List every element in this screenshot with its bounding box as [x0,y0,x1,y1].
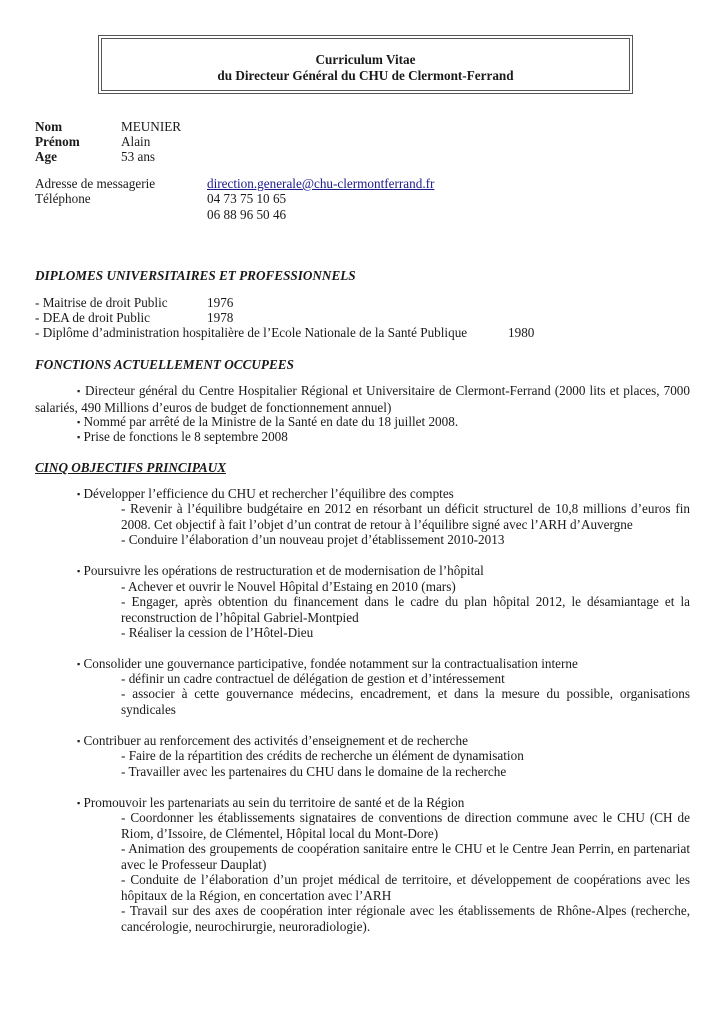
bullet-icon: ▪ [77,659,81,669]
objectif-1-sub-1: - Revenir à l’équilibre budgétaire en 2012 en résorbant un déficit structurel de 10,8 millions d’euros fin 2008. Cet objectif à fait l’objet d’un contrat de retour à l’équilibre signé avec l’ARH d’Auvergne [121,501,690,532]
document-subtitle: du Directeur Général du CHU de Clermont-Ferrand [217,68,514,83]
nom-value: MEUNIER [121,119,182,134]
diplome-label-3: - Diplôme d’administration hospitalière de l’Ecole Nationale de la Santé Publique [35,325,468,340]
objectif-5-sub-3: - Conduite de l’élaboration d’un projet médical de territoire, et développement de coopérations avec les hôpitaux de la Région, en concertation avec l’ARH [121,872,690,903]
document-title: Curriculum Vitae [315,52,416,67]
email-label: Adresse de messagerie [35,176,156,191]
objectifs-heading: CINQ OBJECTIFS PRINCIPAUX [35,460,227,475]
fonction-item-3-text: Prise de fonctions le 8 septembre 2008 [83,429,288,444]
objectif-4-sub-2: - Travailler avec les partenaires du CHU dans le domaine de la recherche [121,764,507,779]
objectif-2-sub-2: - Engager, après obtention du financement dans le cadre du plan hôpital 2012, le désamiantage et la reconstruction de l’hôpital Gabriel-Montpied [121,594,690,625]
objectif-3-sub-2: - associer à cette gouvernance médecins, encadrement, et dans la mesure du possible, organisations syndicales [121,686,690,717]
objectif-1-title-text: Développer l’efficience du CHU et rechercher l’équilibre des comptes [83,486,454,501]
objectif-5-title-text: Promouvoir les partenariats au sein du territoire de santé et de la Région [83,795,465,810]
bullet-icon: ▪ [77,432,81,442]
bullet-icon: ▪ [77,417,81,427]
bullet-icon: ▪ [77,489,81,499]
objectif-2-sub-3: - Réaliser la cession de l’Hôtel-Dieu [121,625,314,640]
objectif-5-sub-4: - Travail sur des axes de coopération inter régionale avec les établissements de Rhône-Alpes (recherche, cancérologie, neurochirurgie, neuroradiologie). [121,903,690,934]
bullet-icon: ▪ [77,386,81,396]
objectif-2-sub-1: - Achever et ouvrir le Nouvel Hôpital d’Estaing en 2010 (mars) [121,579,456,594]
diplome-label-2: - DEA de droit Public [35,310,151,325]
title-inner-frame [101,38,630,91]
prenom-label: Prénom [35,134,80,149]
objectif-4-sub-1: - Faire de la répartition des crédits de recherche un élément de dynamisation [121,748,524,763]
fonctions-heading: FONCTIONS ACTUELLEMENT OCCUPEES [35,357,294,372]
fonction-item-2-text: Nommé par arrêté de la Ministre de la Santé en date du 18 juillet 2008. [83,414,459,429]
diplome-year-3: 1980 [508,325,535,340]
bullet-icon: ▪ [77,798,81,808]
email-link[interactable]: direction.generale@chu-clermontferrand.fr [207,176,435,191]
objectif-4-title-text: Contribuer au renforcement des activités d’enseignement et de recherche [83,733,468,748]
age-label: Age [35,149,57,164]
objectif-2-title-text: Poursuivre les opérations de restructuration et de modernisation de l’hôpital [83,563,484,578]
phone-number-1: 04 73 75 10 65 [207,191,287,206]
objectif-5-sub-1: - Coordonner les établissements signataires de conventions de direction commune avec le CHU (CH de Riom, d’Issoire, de Clémentel, Hôpital local du Mont-Dore) [121,810,690,841]
phone-number-2: 06 88 96 50 46 [207,207,287,222]
nom-label: Nom [35,119,63,134]
title-box [98,35,633,94]
phone-label: Téléphone [35,191,91,206]
objectif-2-title [77,563,484,580]
fonction-item-1 [35,383,690,415]
bullet-icon: ▪ [77,566,81,576]
age-value: 53 ans [121,149,156,164]
prenom-value: Alain [121,134,151,149]
bullet-icon: ▪ [77,736,81,746]
objectif-3-sub-1: - définir un cadre contractuel de délégation de gestion et d’intéressement [121,671,505,686]
objectif-5-sub-2: - Animation des groupements de coopération sanitaire entre le CHU et le Centre Jean Perrin, en partenariat avec le Professeur Dauplat) [121,841,690,872]
diplome-label-1: - Maitrise de droit Public [35,295,168,310]
fonction-item-3 [77,429,288,446]
diplome-year-2: 1978 [207,310,234,325]
objectif-1-sub-2: - Conduire l’élaboration d’un nouveau projet d’établissement 2010-2013 [121,532,505,547]
fonction-item-1-text: Directeur général du Centre Hospitalier Régional et Universitaire de Clermont-Ferrand (2000 lits et places, 7000 salariés, 490 Millions d’euros de budget de fonctionnement annuel) [35,383,690,415]
diplome-year-1: 1976 [207,295,234,310]
objectif-3-title-text: Consolider une gouvernance participative, fondée notamment sur la contractualisation interne [83,656,578,671]
diplomes-heading: DIPLOMES UNIVERSITAIRES ET PROFESSIONNELS [35,268,356,283]
